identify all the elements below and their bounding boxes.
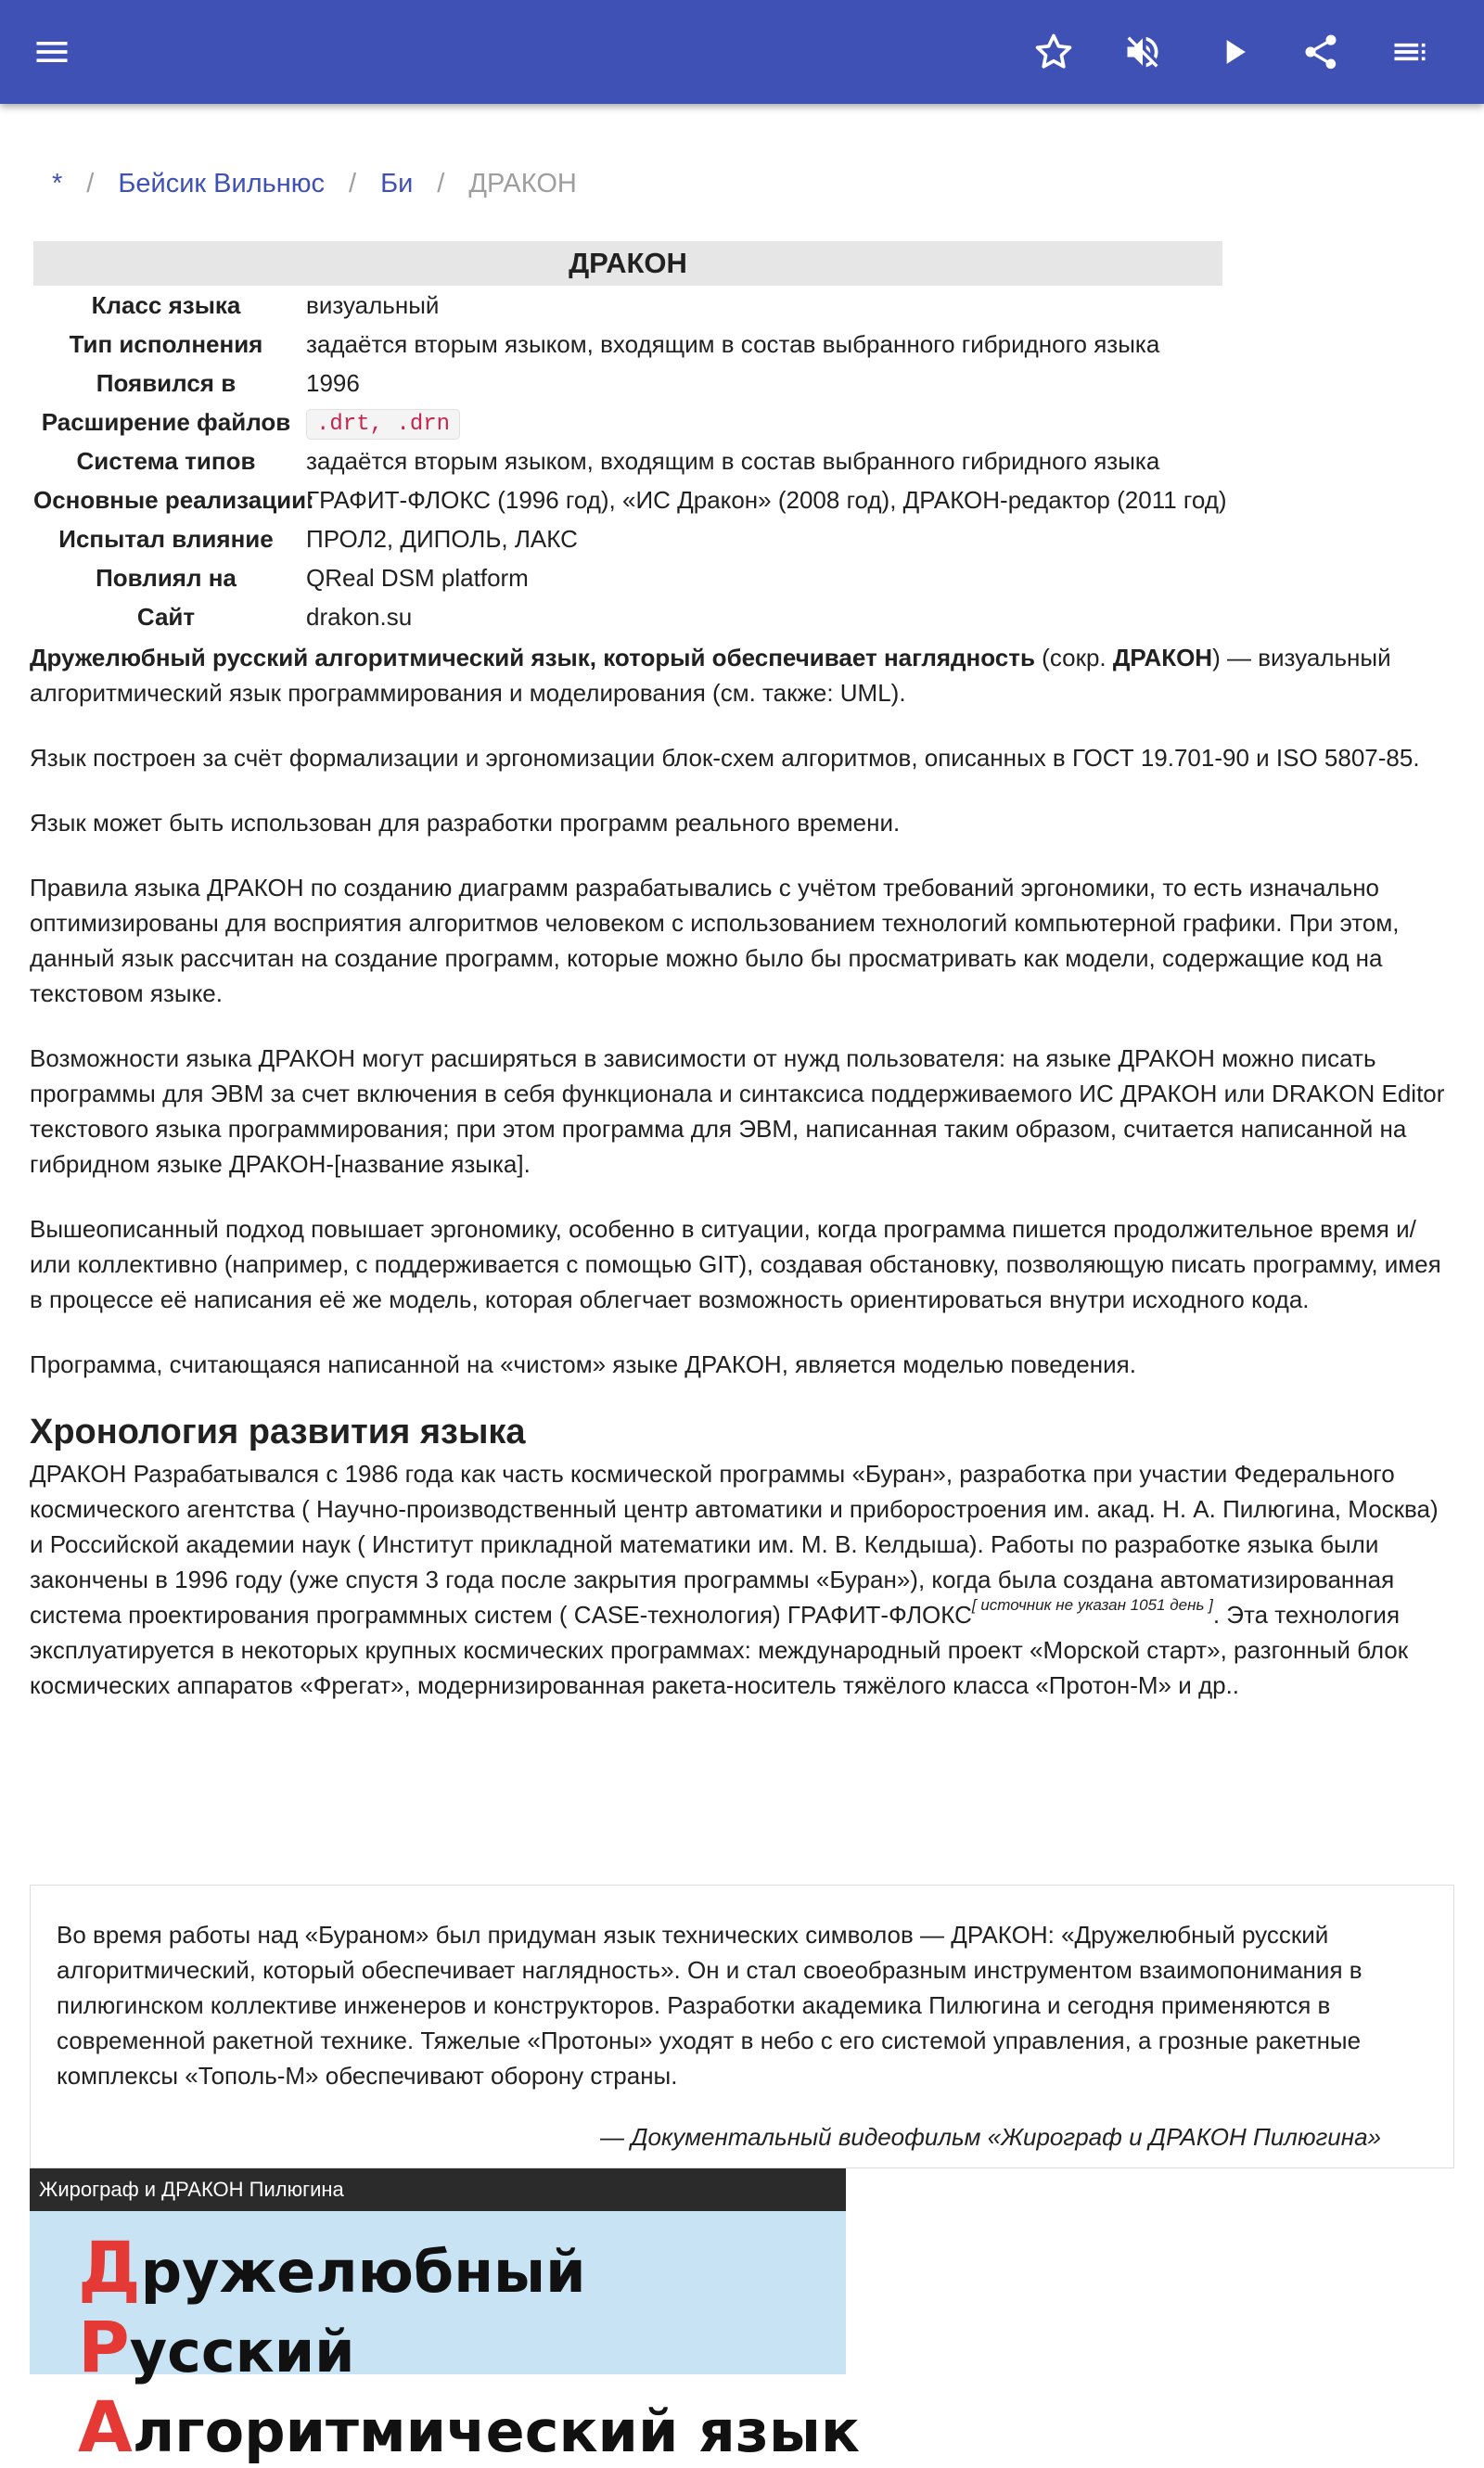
video-line bbox=[78, 2226, 586, 2308]
infobox-label: Расширение файлов bbox=[41, 407, 291, 436]
infobox-row bbox=[33, 480, 1227, 519]
infobox-value: ГРАФИТ-ФЛОКС (1996 год), «ИС Дракон» (2008 год), ДРАКОН-редактор (2011 год) bbox=[306, 485, 1227, 514]
infobox-value bbox=[299, 407, 460, 437]
infobox-label: Основные реализации: bbox=[33, 485, 314, 514]
section-heading-history: Хронология развития языка bbox=[30, 1413, 526, 1451]
file-extension-code: .drt, .drn bbox=[306, 409, 460, 440]
paragraph: Вышеописанный подход повышает эргономику, особенно в ситуации, когда программа пишется продолжительное время и/или коллективно (например, с поддерживается с помощью GIT), создавая обстановку, позволяющую писать программу, имея в процессе её написания её же модель, которая облегчает возможность ориентироваться внутри исходного кода. bbox=[30, 1215, 1441, 1313]
intro-rest: ) — визуальный алгоритмический язык программирования и моделирования (см. также: UML). bbox=[30, 644, 1391, 707]
breadcrumb-separator: / bbox=[349, 169, 357, 198]
paragraph: Возможности языка ДРАКОН могут расширяться в зависимости от нужд пользователя: на языке ДРАКОН можно писать программы для ЭВМ за счет включения в себя функционала и синтаксиса поддерживаемого ИС ДРАКОН или DRAKON Editor текстового языка программирования; при этом программа для ЭВМ, написанная таким образом, считается написанной на гибридном языке ДРАКОН-[название языка]. bbox=[30, 1044, 1445, 1178]
share-icon[interactable] bbox=[1295, 26, 1347, 78]
intro-abbr: ДРАКОН bbox=[1112, 644, 1213, 671]
infobox-label: Класс языка bbox=[91, 290, 241, 319]
history-text: ДРАКОН Разрабатывался с 1986 года как часть космической программы «Буран», разработка при участии Федерального космического агентства ( Научно-производственный центр автоматики и приборостроения им. акад. Н. А. Пилюгина, Москва) и Российской академии наук ( Институт прикладной математики им. М. В. Келдыша). Работы по разработке языка были закончены в 1996 году (уже спустя 3 года после закрытия программы «Буран»), когда была создана автоматизированная система проектирования программных систем ( CASE-технология) ГРАФИТ-ФЛОКС bbox=[30, 1460, 1439, 1629]
video-line bbox=[78, 2306, 355, 2388]
infobox-row bbox=[33, 325, 1222, 364]
intro-bold: Дружелюбный русский алгоритмический язык, который обеспечивает наглядность bbox=[30, 644, 1035, 671]
star-icon[interactable] bbox=[1028, 26, 1080, 78]
paragraph: Язык построен за счёт формализации и эргономизации блок-схем алгоритмов, описанных в ГОСТ 19.701-90 и ISO 5807-85. bbox=[30, 744, 1420, 772]
infobox-label: Повлиял на bbox=[96, 563, 237, 592]
video-word: усский bbox=[129, 2318, 355, 2385]
breadcrumb-item-bi[interactable]: Би bbox=[380, 169, 414, 198]
article-body bbox=[30, 640, 1454, 1733]
history-paragraph bbox=[30, 1456, 1454, 1703]
citation-needed-note[interactable]: [ источник не указан 1051 день ] bbox=[971, 1596, 1213, 1614]
intro-text: (сокр. bbox=[1034, 644, 1113, 671]
infobox-value: QReal DSM platform bbox=[306, 563, 529, 592]
breadcrumb-item-home[interactable]: * bbox=[52, 169, 63, 198]
app-bar bbox=[0, 0, 1484, 104]
infobox-value[interactable]: drakon.su bbox=[306, 602, 413, 631]
infobox-value: визуальный bbox=[306, 290, 440, 319]
infobox-label: Тип исполнения bbox=[69, 329, 263, 358]
infobox-row bbox=[33, 403, 1222, 441]
infobox-title: ДРАКОН bbox=[33, 241, 1222, 286]
infobox-value: задаётся вторым языком, входящим в состав выбранного гибридного языка bbox=[306, 446, 1160, 475]
video-word: лгоритмический язык bbox=[132, 2398, 861, 2465]
play-icon[interactable] bbox=[1208, 26, 1260, 78]
breadcrumb bbox=[52, 169, 577, 199]
infobox-label: Появился в bbox=[96, 368, 237, 397]
infobox-value: ПРОЛ2, ДИПОЛЬ, ЛАКС bbox=[306, 524, 578, 553]
breadcrumb-item-basic-vilnius[interactable]: Бейсик Вильнюс bbox=[118, 169, 325, 198]
infobox-row bbox=[33, 597, 1222, 636]
mute-icon[interactable] bbox=[1117, 26, 1169, 78]
infobox-row bbox=[33, 286, 1222, 325]
video-initial: Р bbox=[78, 2306, 130, 2388]
intro-paragraph bbox=[30, 640, 1454, 710]
infobox-label: Сайт bbox=[136, 602, 196, 631]
infobox-row bbox=[33, 441, 1222, 480]
quote-source: — Документальный видеофильм «Жирограф и ДРАКОН Пилюгина» bbox=[599, 2123, 1381, 2151]
history-text-rest: . Эта технология эксплуатируется в некоторых крупных космических программах: международный проект «Морской старт», разгонный блок космических аппаратов «Фрегат», модернизированная ракета-носитель тяжёлого класса «Протон-М» и др.. bbox=[30, 1601, 1409, 1699]
breadcrumb-current: ДРАКОН bbox=[468, 169, 577, 198]
paragraph: Язык может быть использован для разработки программ реального времени. bbox=[30, 809, 901, 837]
infobox bbox=[33, 241, 1227, 636]
infobox-label: Испытал влияние bbox=[58, 524, 274, 553]
blockquote bbox=[30, 1885, 1454, 2168]
breadcrumb-separator: / bbox=[86, 169, 95, 198]
breadcrumb-separator: / bbox=[437, 169, 445, 198]
paragraph: Правила языка ДРАКОН по созданию диаграмм разрабатывались с учётом требований эргономики, то есть изначально оптимизированы для восприятия алгоритмов человеком с использованием технологий компьютерной графики. При этом, данный язык рассчитан на создание программ, которые можно было бы просматривать как модели, содержащие код на текстовом языке. bbox=[30, 874, 1400, 1007]
video-initial: А bbox=[78, 2385, 133, 2468]
infobox-row bbox=[33, 558, 1222, 597]
video-line bbox=[78, 2385, 860, 2468]
menu-icon[interactable] bbox=[26, 26, 78, 78]
paragraph: Программа, считающаяся написанной на «чистом» языке ДРАКОН, является моделью поведения. bbox=[30, 1350, 1136, 1378]
infobox-value: задаётся вторым языком, входящим в состав выбранного гибридного языка bbox=[306, 329, 1160, 358]
infobox-row bbox=[33, 364, 1222, 403]
infobox-value: 1996 bbox=[306, 368, 360, 397]
infobox-row bbox=[33, 519, 1222, 558]
infobox-label: Система типов bbox=[76, 446, 256, 475]
video-initial: Д bbox=[78, 2226, 141, 2308]
video-thumbnail[interactable] bbox=[30, 2168, 861, 2468]
video-word: ружелюбный bbox=[140, 2238, 586, 2306]
quote-text: Во время работы над «Бураном» был придуман язык технических символов — ДРАКОН: «Дружелюбный русский алгоритмический, который обеспечивает наглядность». Он и стал своеобразным инструментом взаимопонимания в пилюгинском коллективе инженеров и конструкторов. Разработки академика Пилюгина и сегодня применяются в современной ракетной технике. Тяжелые «Протоны» уходят в небо с его системой управления, а грозные ракетные комплексы «Тополь-М» обеспечивают оборону страны. bbox=[57, 1921, 1362, 2090]
video-title: Жирограф и ДРАКОН Пилюгина bbox=[30, 2168, 846, 2211]
toc-icon[interactable] bbox=[1384, 26, 1436, 78]
